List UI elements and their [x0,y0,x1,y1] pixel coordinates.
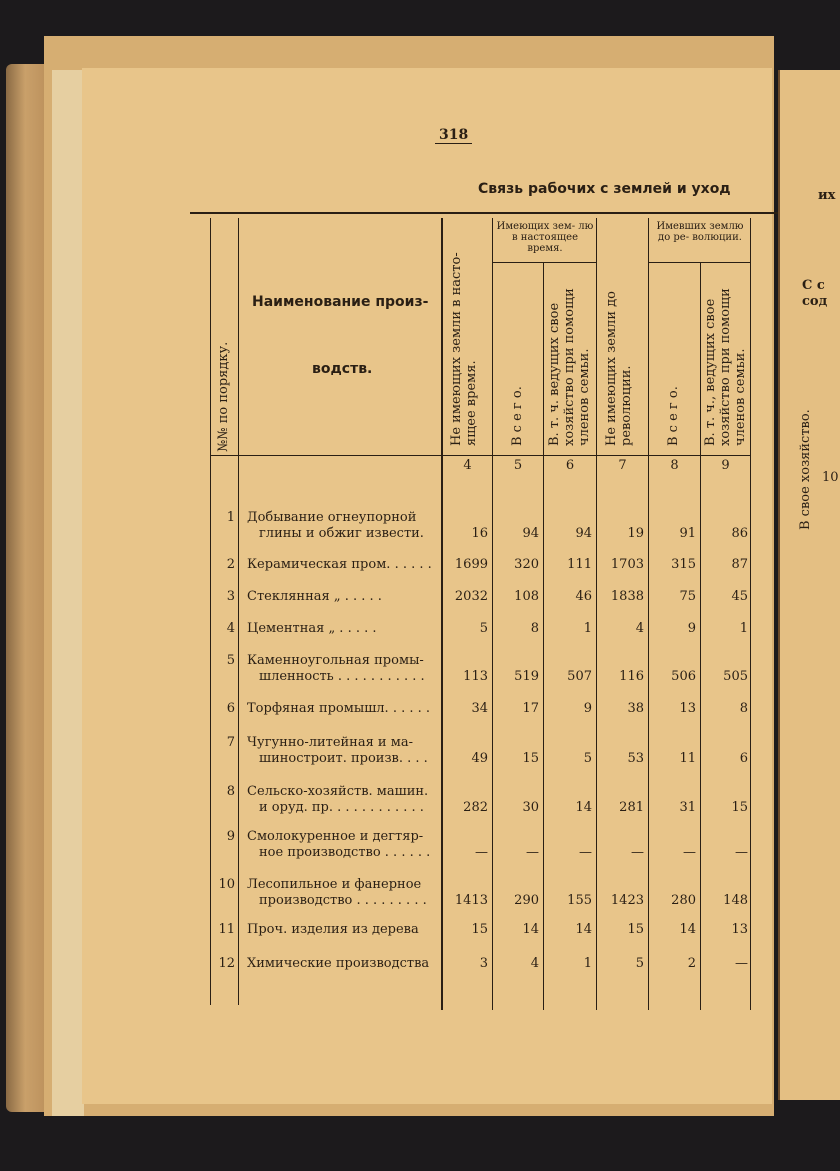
table-cell: 15 [627,922,644,937]
header-name-line2: водств. [312,361,373,377]
table-cell: 113 [463,669,488,684]
table-cell: 8 [739,701,748,716]
header-group-before: Имевших землю до ре- волюции. [656,221,744,243]
table-cell: 1 [739,621,748,636]
table-cell: 1838 [610,589,644,604]
row-name-line2: шиностроит. произв. . . . [259,751,428,766]
table-cell: 13 [731,922,748,937]
row-number: 2 [226,557,235,572]
row-number: 4 [226,621,235,636]
facing-page-text: их [818,188,836,203]
row-name-line1: Сельско-хозяйств. машин. [247,784,429,799]
table-cell: 53 [627,751,644,766]
row-number: 8 [226,784,235,799]
row-number: 10 [218,877,235,892]
row-name-line2: ное производство . . . . . . [259,845,431,860]
header-col4: Не имеющих земли в насто- ящее время. [449,252,479,446]
row-name-line1: Лесопильное и фанерное [247,877,422,892]
header-col8: В с е г о. [666,386,681,446]
table-cell: 116 [619,669,644,684]
row-name [247,922,439,938]
table-rule [492,218,493,1010]
table-cell: 8 [530,621,539,636]
table-cell: 1 [583,956,592,971]
table-cell: 46 [575,589,592,604]
table-cell: 505 [723,669,748,684]
table-cell: 86 [731,526,748,541]
row-name-line2: шленность . . . . . . . . . . . [259,669,425,684]
row-name-line2: и оруд. пр. . . . . . . . . . . . [259,800,424,815]
table-cell: 15 [471,922,488,937]
table-cell: 9 [687,621,696,636]
table-cell: 9 [583,701,592,716]
table-cell: — [579,845,592,860]
table-cell: 281 [619,800,644,815]
table-cell: 4 [635,621,644,636]
row-name-line2: глины и обжиг извести. [259,526,424,541]
header-col7: Не имеющих земли до революции. [604,291,634,446]
column-number: 8 [670,458,679,473]
table-cell: 13 [679,701,696,716]
table-cell: 155 [567,893,592,908]
facing-page-text: С с сод [802,278,828,309]
table-rule [648,262,750,263]
table-cell: 38 [627,701,644,716]
table-rule [441,218,443,1010]
row-name-line1: Каменноугольная промы- [247,653,424,668]
column-number: 5 [513,458,523,473]
table-cell: — [475,845,488,860]
table-cell: 94 [575,526,592,541]
column-number: 4 [463,458,472,473]
row-name-line1: Цементная „ . . . . . [247,621,377,636]
table-rule [238,218,239,1005]
table-cell: 45 [731,589,748,604]
table-cell: 15 [522,751,539,766]
table-cell: 15 [731,800,748,815]
row-name [247,784,439,816]
table-cell: 16 [471,526,488,541]
row-name [247,735,439,767]
facing-page-text: В свое хозяйство. [798,409,813,530]
row-name [247,829,439,861]
row-name [247,510,439,542]
table-cell: 1703 [610,557,644,572]
table-cell: 3 [479,956,488,971]
row-name [247,877,439,909]
row-name [247,653,439,685]
table-cell: 87 [731,557,748,572]
row-number: 12 [218,956,235,971]
table-cell: 31 [679,800,696,815]
table-cell: — [735,845,748,860]
header-serial-number: №№ по порядку. [216,341,231,452]
table-rule [543,262,544,1010]
table-cell: 5 [583,751,592,766]
row-number: 3 [226,589,235,604]
table-cell: 506 [671,669,696,684]
table-cell: 280 [671,893,696,908]
table-cell: 19 [627,526,644,541]
table-cell: 5 [635,956,644,971]
table-cell: 75 [679,589,696,604]
table-cell: 148 [723,893,748,908]
table-cell: 519 [514,669,539,684]
table-cell: 1413 [454,893,488,908]
facing-page-text: 10 [822,470,839,485]
running-title: Связь рабочих с землей и уход [478,181,731,197]
table-cell: — [631,845,644,860]
table-rule [210,455,750,456]
table-rule [750,218,751,1010]
row-number: 11 [218,922,235,937]
row-number: 1 [226,510,235,525]
table-cell: 4 [530,956,539,971]
table-cell: 14 [575,922,592,937]
header-group-now: Имеющих зем- лю в настоящее время. [496,221,594,254]
row-name [247,557,439,573]
row-name-line1: Химические производства [247,956,430,971]
header-col9: В. т. ч., ведущих свое хозяйство при помощи членов семьи. [703,288,748,446]
table-cell: 1699 [454,557,488,572]
table-cell: 34 [471,701,488,716]
table-cell: 30 [522,800,539,815]
table-cell: 6 [739,751,748,766]
table-cell: 14 [575,800,592,815]
table-cell: 11 [679,751,696,766]
row-name-line1: Чугунно-литейная и ма- [247,735,413,750]
page-margin-strip [52,70,84,1116]
header-col5: В с е г о. [510,386,525,446]
table-cell: 49 [471,751,488,766]
table-cell: 282 [463,800,488,815]
table-cell: 320 [514,557,539,572]
header-name-line1: Наименование произ- [252,294,429,310]
table-cell: 14 [522,922,539,937]
row-name-line1: Смолокуренное и дегтяр- [247,829,424,844]
facing-page [778,70,840,1100]
top-rule [190,212,778,214]
table-cell: — [735,956,748,971]
table-cell: 290 [514,893,539,908]
row-number: 7 [226,735,235,750]
column-number: 6 [565,458,575,473]
table-cell: 507 [567,669,592,684]
row-name-line2: производство . . . . . . . . . [259,893,427,908]
table-cell: 17 [522,701,539,716]
table-cell: 2032 [454,589,488,604]
table-rule [596,218,597,1010]
table-rule [210,218,211,1005]
table-cell: 2 [687,956,696,971]
table-cell: 14 [679,922,696,937]
table-rule [492,262,596,263]
row-name [247,956,439,972]
table-cell: 1 [583,621,592,636]
table-cell: 315 [671,557,696,572]
table-cell: — [526,845,539,860]
row-name-line1: Керамическая пром. . . . . . [247,557,432,572]
row-number: 5 [226,653,235,668]
row-name [247,589,439,605]
table-cell: 111 [567,557,592,572]
row-name [247,701,439,717]
header-col6: В. т. ч. ведущих свое хозяйство при помощи членов семьи. [547,288,592,446]
row-name-line1: Торфяная промышл. . . . . . [247,701,431,716]
row-number: 6 [226,701,235,716]
table-cell: — [683,845,696,860]
row-name [247,621,439,637]
table-rule [700,262,701,1010]
table-cell: 91 [679,526,696,541]
page-number: 318 [435,127,472,144]
table-cell: 94 [522,526,539,541]
row-number: 9 [226,829,235,844]
row-name-line1: Проч. изделия из дерева [247,922,419,937]
table-rule [648,218,649,1010]
table-cell: 1423 [610,893,644,908]
row-name-line1: Добывание огнеупорной [247,510,417,525]
table-cell: 108 [514,589,539,604]
column-number: 9 [721,458,730,473]
column-number: 7 [618,458,627,473]
row-name-line1: Стеклянная „ . . . . . [247,589,382,604]
table-cell: 5 [479,621,488,636]
